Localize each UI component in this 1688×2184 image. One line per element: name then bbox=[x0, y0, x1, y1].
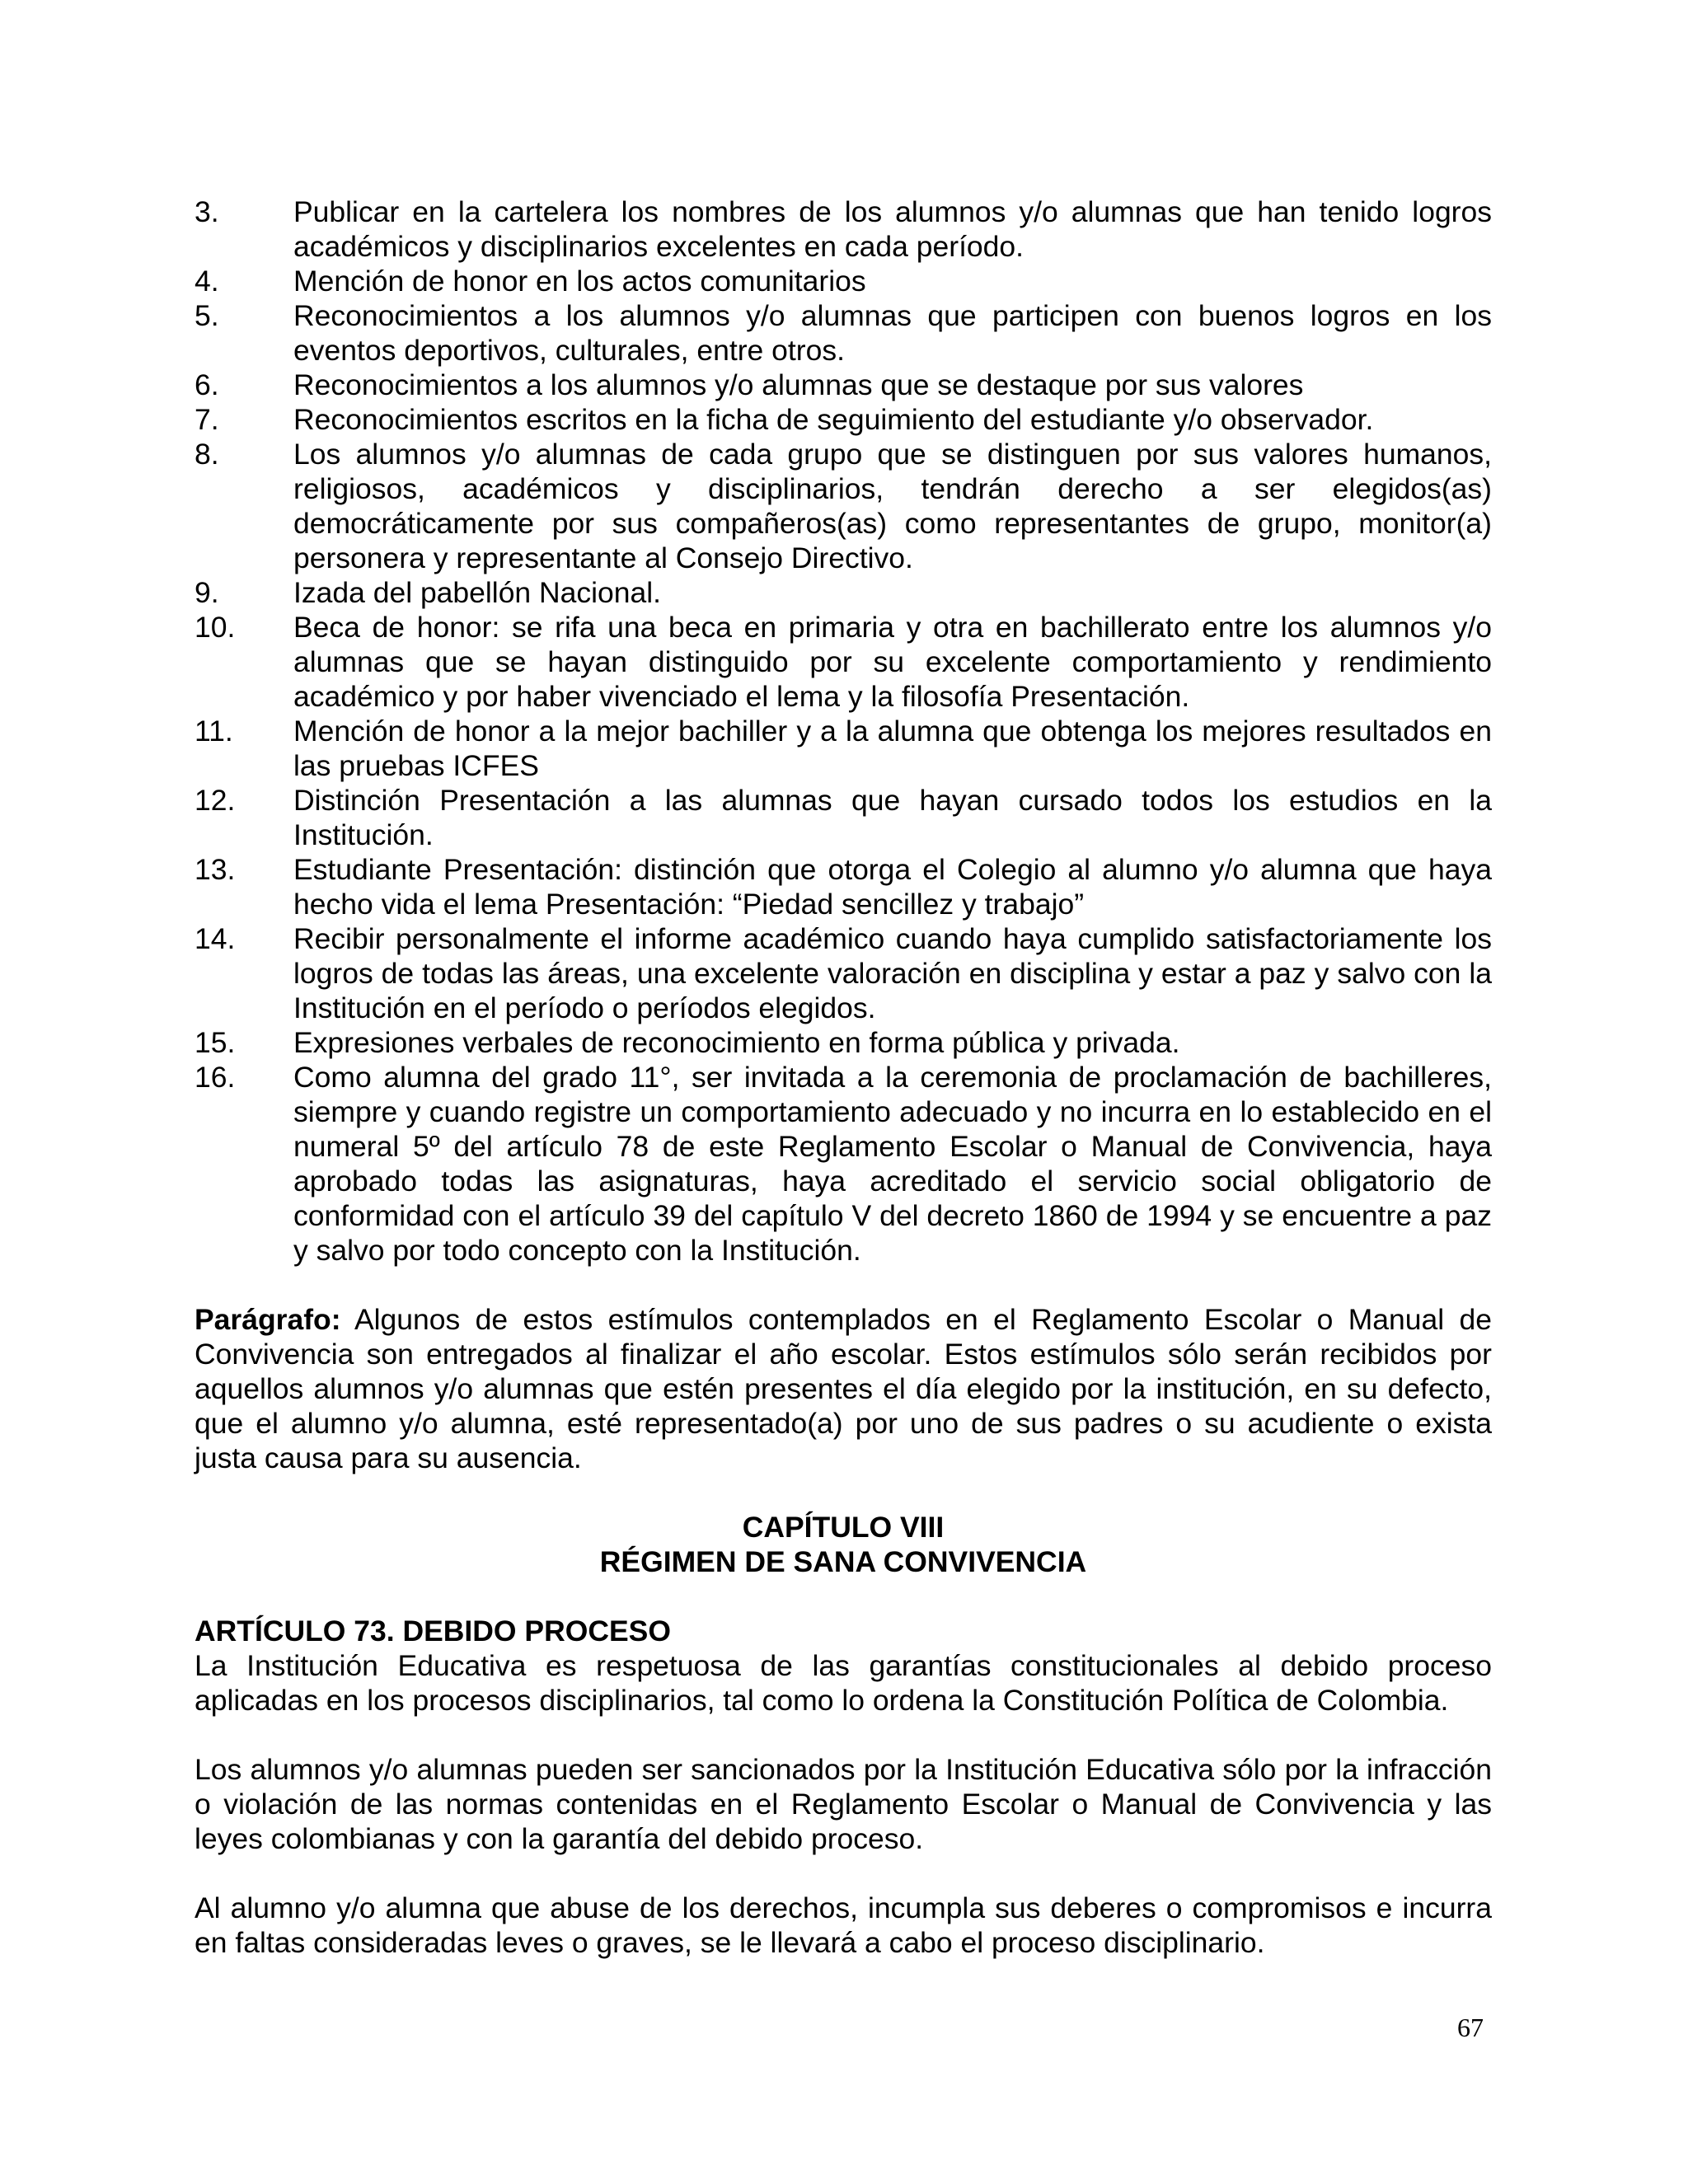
spacer bbox=[195, 1579, 1492, 1614]
list-item-number: 16. bbox=[195, 1061, 236, 1094]
list-item-number: 12. bbox=[195, 784, 236, 817]
article-paragraph-3: Al alumno y/o alumna que abuse de los derechos, incumpla sus deberes o compromisos e incurra en faltas consideradas leves o graves, se le llevará a cabo el proceso disciplinario. bbox=[195, 1891, 1492, 1959]
list-item-text: Mención de honor en los actos comunitarios bbox=[293, 265, 866, 298]
document-page bbox=[195, 194, 1492, 1960]
list-item bbox=[195, 194, 1492, 264]
list-item-text: Publicar en la cartelera los nombres de los alumnos y/o alumnas que han tenido logros académicos y disciplinarios excelentes en cada período. bbox=[293, 195, 1492, 263]
paragrafo-text: Algunos de estos estímulos contemplados en el Reglamento Escolar o Manual de Convivencia son entregados al finalizar el año escolar. Estos estímulos sólo serán recibidos por aquellos alumnos y/o alumnas que estén presentes el día elegido por la institución, en su defecto, que el alumno y/o alumna, esté representado(a) por uno de sus padres o su acudiente o exista justa causa para su ausencia. bbox=[195, 1303, 1492, 1474]
list-item-text: Reconocimientos a los alumnos y/o alumnas que participen con buenos logros en los eventos deportivos, culturales, entre otros. bbox=[293, 299, 1492, 367]
list-item bbox=[195, 575, 1492, 610]
stimulus-list bbox=[195, 194, 1492, 1268]
list-item-text: Beca de honor: se rifa una beca en primaria y otra en bachillerato entre los alumnos y/o alumnas que se hayan distinguido por su excelente comportamiento y rendimiento académico y por haber vivenciado el lema y la filosofía Presentación. bbox=[293, 611, 1492, 713]
list-item bbox=[195, 852, 1492, 921]
article-paragraph-1: La Institución Educativa es respetuosa de las garantías constitucionales al debido proceso aplicadas en los procesos disciplinarios, tal como lo ordena la Constitución Política de Colombia. bbox=[195, 1649, 1492, 1717]
list-item-number: 15. bbox=[195, 1026, 236, 1059]
spacer bbox=[195, 1718, 1492, 1752]
list-item-number: 11. bbox=[195, 715, 233, 748]
list-item-number: 7. bbox=[195, 403, 219, 436]
list-item-number: 4. bbox=[195, 265, 219, 298]
list-item bbox=[195, 1025, 1492, 1060]
list-item-text: Los alumnos y/o alumnas de cada grupo que se distinguen por sus valores humanos, religiosos, académicos y disciplinarios, tendrán derecho a ser elegidos(as) democráticamente por sus compañeros(as) como representantes de grupo, monitor(a) personera y representante al Consejo Directivo. bbox=[293, 438, 1492, 574]
list-item-text: Reconocimientos a los alumnos y/o alumnas que se destaque por sus valores bbox=[293, 368, 1304, 401]
list-item-number: 8. bbox=[195, 438, 219, 471]
list-item bbox=[195, 298, 1492, 368]
list-item-text: Expresiones verbales de reconocimiento en forma pública y privada. bbox=[293, 1026, 1180, 1059]
list-item bbox=[195, 783, 1492, 852]
list-item-text: Como alumna del grado 11°, ser invitada a la ceremonia de proclamación de bachilleres, siempre y cuando registre un comportamiento adecuado y no incurra en lo establecido en el numeral 5º del artículo 78 de este Reglamento Escolar o Manual de Convivencia, haya aprobado todas las asignaturas, haya acreditado el servicio social obligatorio de conformidad con el artículo 39 del capítulo V del decreto 1860 de 1994 y se encuentre a paz y salvo por todo concepto con la Institución. bbox=[293, 1061, 1492, 1267]
list-item-text: Reconocimientos escritos en la ficha de seguimiento del estudiante y/o observador. bbox=[293, 403, 1374, 436]
list-item-text: Recibir personalmente el informe académico cuando haya cumplido satisfactoriamente los logros de todas las áreas, una excelente valoración en disciplina y estar a paz y salvo con la Institución en el período o períodos elegidos. bbox=[293, 922, 1492, 1024]
list-item-number: 6. bbox=[195, 368, 219, 401]
list-item bbox=[195, 368, 1492, 402]
list-item-number: 14. bbox=[195, 922, 236, 955]
list-item-text: Mención de honor a la mejor bachiller y a la alumna que obtenga los mejores resultados en las pruebas ICFES bbox=[293, 715, 1492, 782]
list-item bbox=[195, 1060, 1492, 1268]
paragrafo-label: Parágrafo: bbox=[195, 1303, 341, 1336]
article-paragraph-2: Los alumnos y/o alumnas pueden ser sancionados por la Institución Educativa sólo por la infracción o violación de las normas contenidas en el Reglamento Escolar o Manual de Convivencia y las leyes colombianas y con la garantía del debido proceso. bbox=[195, 1753, 1492, 1855]
article-heading: ARTÍCULO 73. DEBIDO PROCESO bbox=[195, 1615, 671, 1647]
list-item bbox=[195, 437, 1492, 575]
list-item-text: Estudiante Presentación: distinción que otorga el Colegio al alumno y/o alumna que haya hecho vida el lema Presentación: “Piedad sencillez y trabajo” bbox=[293, 853, 1492, 921]
list-item-number: 13. bbox=[195, 853, 236, 886]
list-item-text: Distinción Presentación a las alumnas que hayan cursado todos los estudios en la Institución. bbox=[293, 784, 1492, 851]
list-item bbox=[195, 610, 1492, 714]
list-item bbox=[195, 714, 1492, 783]
spacer bbox=[195, 1856, 1492, 1891]
list-item-number: 5. bbox=[195, 299, 219, 332]
list-item-number: 9. bbox=[195, 576, 219, 609]
list-item bbox=[195, 264, 1492, 298]
list-item-number: 3. bbox=[195, 195, 219, 228]
spacer bbox=[195, 1268, 1492, 1302]
chapter-number: CAPÍTULO VIII bbox=[742, 1511, 945, 1544]
chapter-title: RÉGIMEN DE SANA CONVIVENCIA bbox=[599, 1545, 1087, 1578]
list-item-number: 10. bbox=[195, 611, 236, 644]
list-item bbox=[195, 921, 1492, 1025]
page-number: 67 bbox=[1457, 2013, 1484, 2042]
paragrafo-paragraph bbox=[195, 1302, 1492, 1475]
list-item-text: Izada del pabellón Nacional. bbox=[293, 576, 662, 609]
spacer bbox=[195, 1475, 1492, 1510]
list-item bbox=[195, 402, 1492, 437]
